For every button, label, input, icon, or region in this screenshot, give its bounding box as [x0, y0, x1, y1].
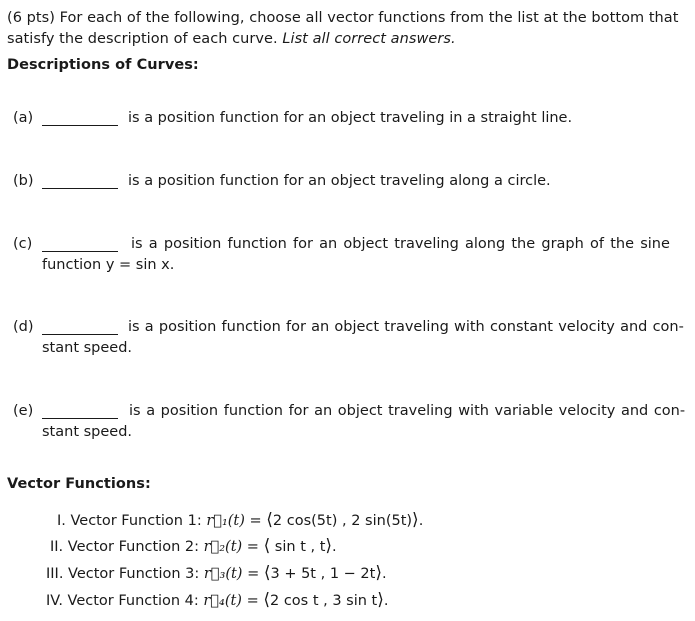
angle-close: ⟩	[412, 510, 419, 530]
item-b-blank	[42, 188, 118, 189]
intro-line-2	[7, 31, 456, 47]
vf4-end: .	[383, 593, 389, 609]
item-e-blank	[42, 418, 118, 419]
item-c-label: (c)	[13, 236, 33, 252]
vf2-end: .	[332, 539, 337, 555]
intro-emphasis: List all correct answers.	[282, 31, 456, 47]
angle-open: ⟨	[263, 563, 271, 583]
vf4-prefix: IV. Vector Function 4:	[46, 593, 199, 609]
vf2-name: r⃗₂(t) =	[203, 539, 259, 555]
vf3-prefix: III. Vector Function 3:	[46, 566, 200, 582]
item-c-blank	[42, 251, 118, 252]
vector-function-2	[50, 536, 337, 556]
angle-close: ⟩	[375, 563, 382, 583]
vf2-prefix: II. Vector Function 2:	[50, 539, 199, 555]
vector-function-4	[46, 590, 389, 610]
item-b-text: is a position function for an object traveling along a circle.	[128, 173, 551, 189]
vf1-prefix: I. Vector Function 1:	[57, 513, 202, 529]
item-a-blank	[42, 125, 118, 126]
vf3-body: 3 + 5t , 1 − 2t	[270, 566, 376, 582]
item-c-continuation: function y = sin x.	[42, 257, 175, 273]
item-d-blank	[42, 334, 118, 335]
vf1-end: .	[418, 513, 424, 529]
item-a-text: is a position function for an object traveling in a straight line.	[128, 110, 573, 126]
vf3-end: .	[381, 566, 387, 582]
item-d-text: is a position function for an object traveling with constant velocity and con-	[128, 319, 684, 335]
vector-function-1	[57, 510, 423, 530]
descriptions-heading: Descriptions of Curves:	[7, 57, 199, 73]
angle-open: ⟨	[263, 536, 271, 556]
intro-line-1: (6 pts) For each of the following, choose all vector functions from the list at the bottom that	[7, 10, 679, 26]
item-a-label: (a)	[13, 110, 34, 126]
item-d-label: (d)	[13, 319, 34, 335]
vf1-body: 2 cos(5t) , 2 sin(5t)	[272, 513, 413, 529]
vf3-name: r⃗₃(t) =	[203, 566, 260, 582]
angle-close: ⟩	[377, 590, 384, 610]
intro-instruction: satisfy the description of each curve.	[7, 31, 278, 47]
angle-open: ⟨	[266, 510, 273, 530]
vf2-body: sin t , t	[270, 539, 326, 555]
item-e-continuation: stant speed.	[42, 424, 133, 440]
item-b-label: (b)	[13, 173, 34, 189]
vector-function-3	[46, 563, 387, 583]
vf1-name: r⃗₁(t) =	[206, 513, 262, 529]
angle-close: ⟩	[325, 536, 333, 556]
item-c-text: is a position function for an object traveling along the graph of the sine	[131, 236, 670, 252]
angle-open: ⟨	[263, 590, 270, 610]
vf4-name: r⃗₄(t) =	[203, 593, 259, 609]
vf4-body: 2 cos t , 3 sin t	[269, 593, 378, 609]
item-e-text: is a position function for an object traveling with variable velocity and con-	[129, 403, 686, 419]
item-e-label: (e)	[13, 403, 34, 419]
item-d-continuation: stant speed.	[42, 340, 133, 356]
vector-functions-heading: Vector Functions:	[7, 476, 151, 492]
